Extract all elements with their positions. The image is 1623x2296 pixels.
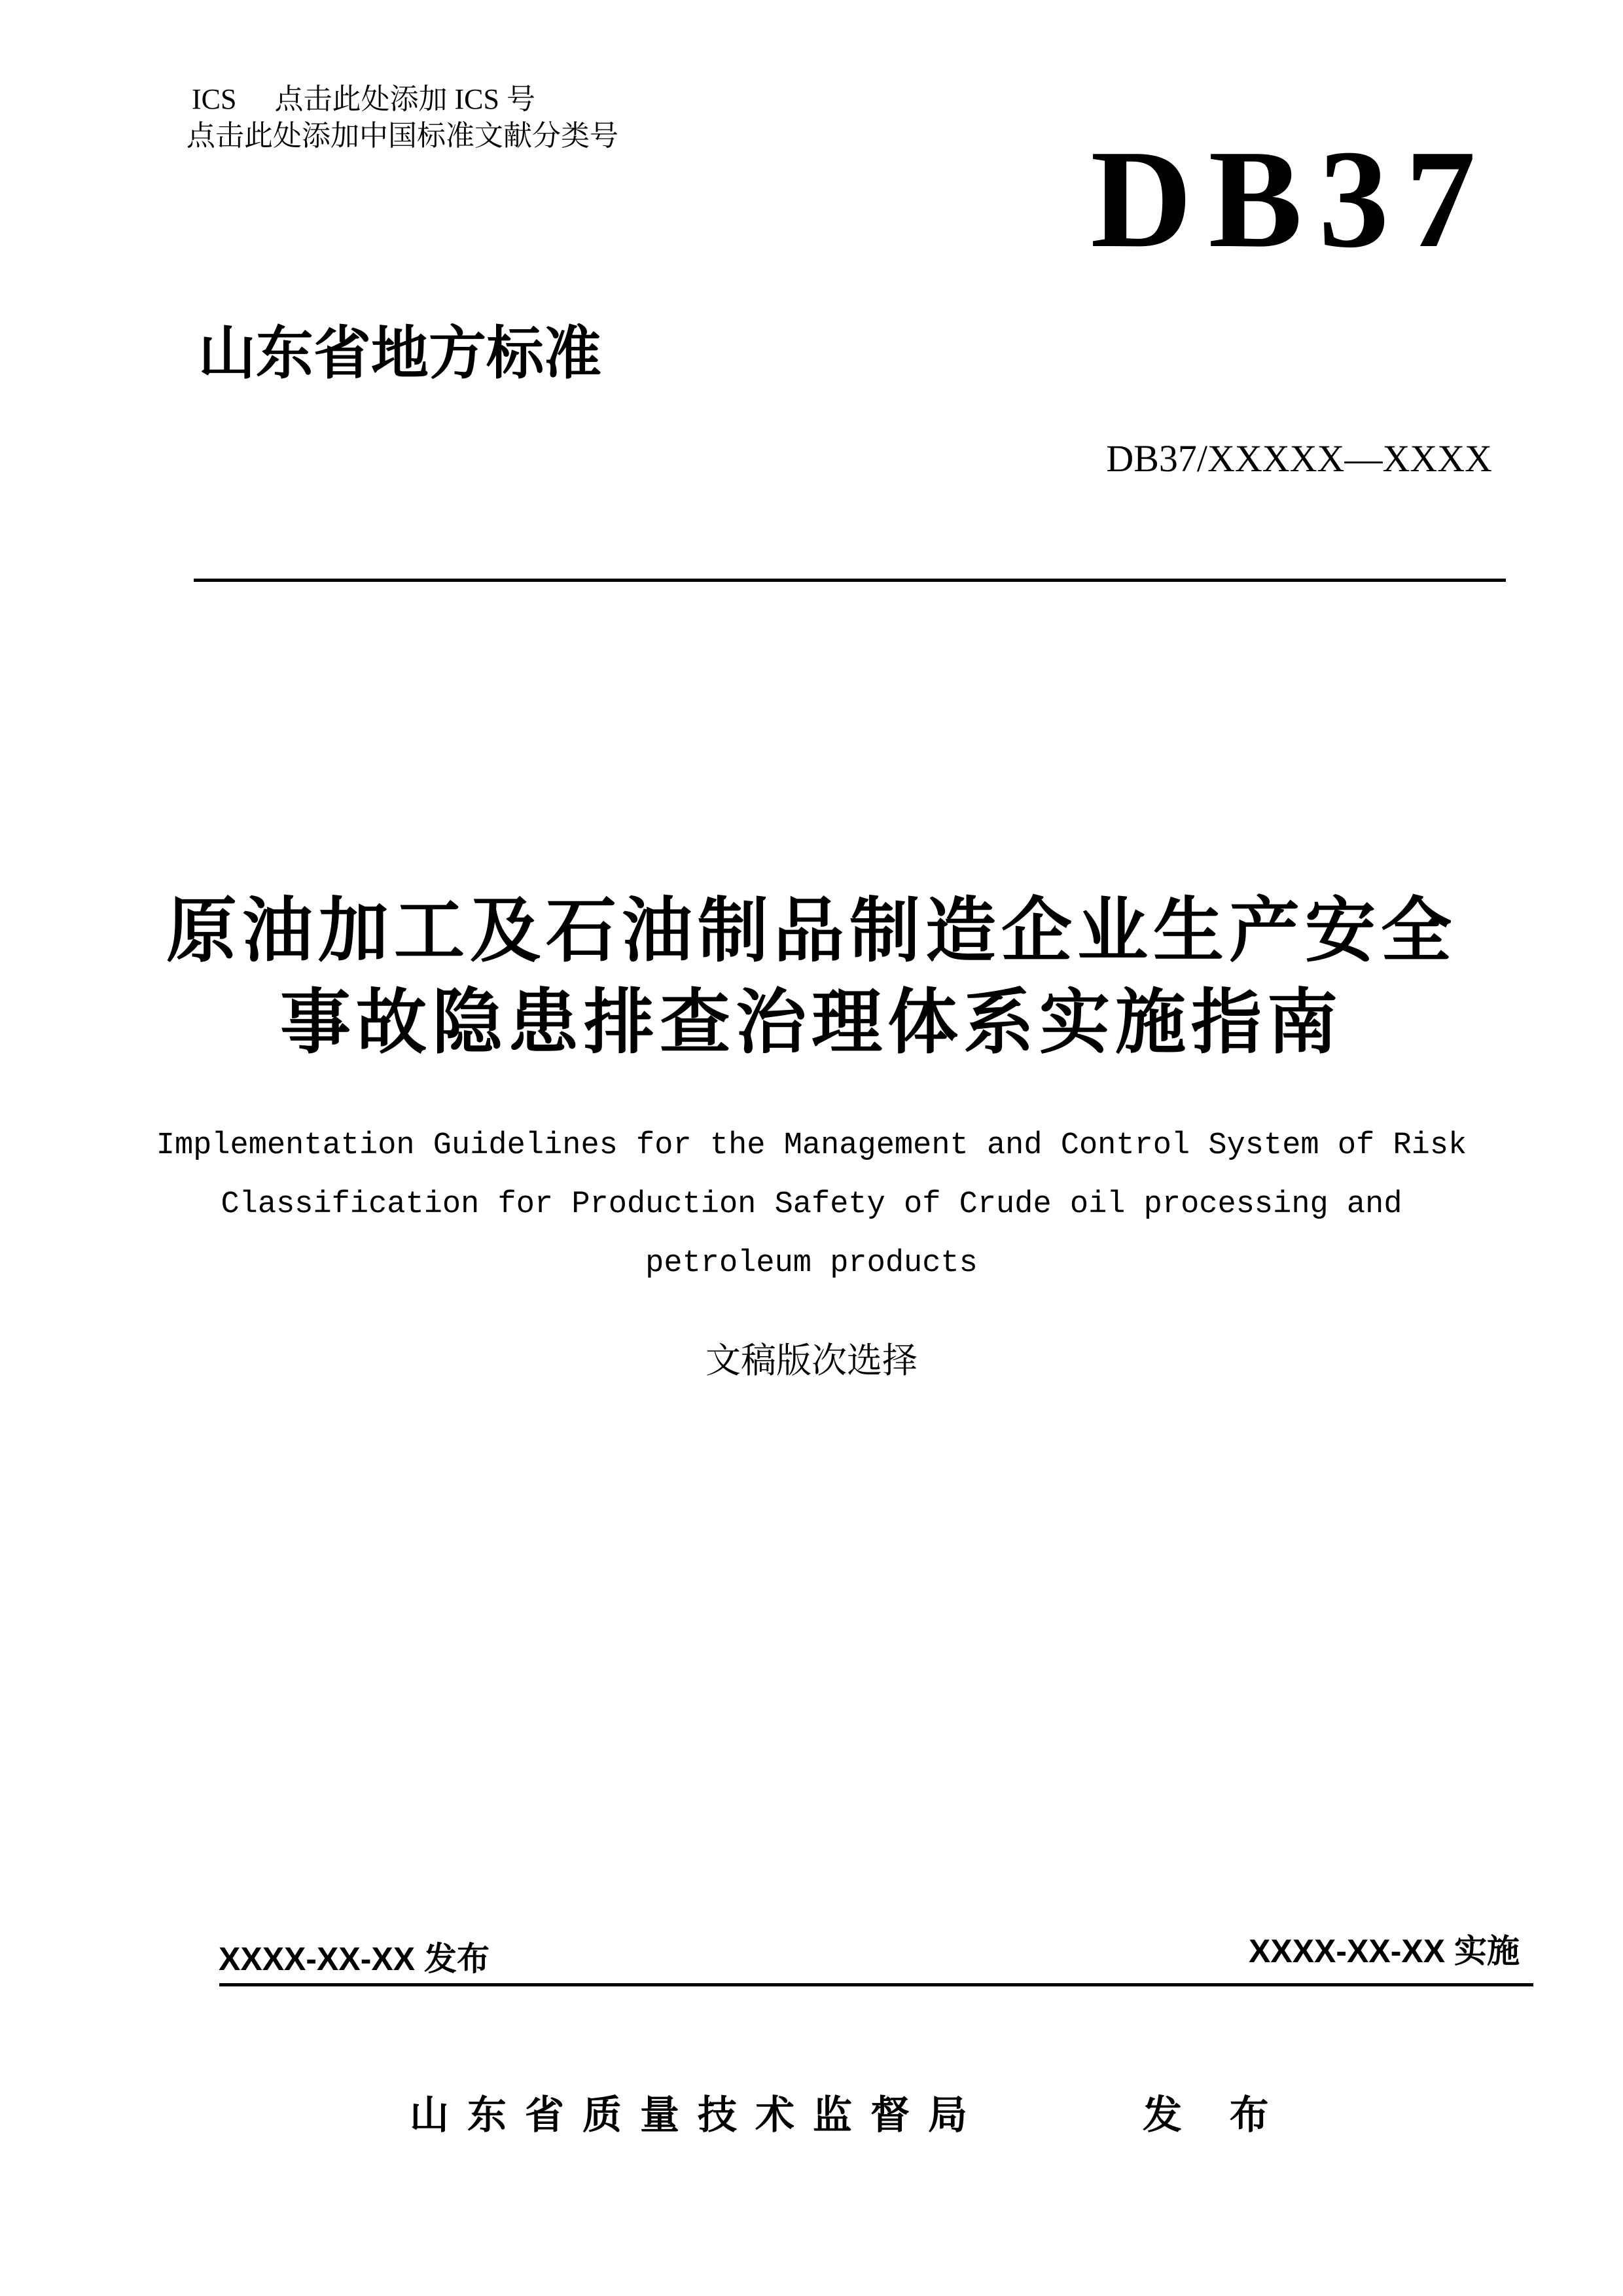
title-english-line1: Implementation Guidelines for the Management and Control System of Risk [156, 1128, 1467, 1163]
title-english-line2: Classification for Production Safety of Crude oil processing and [221, 1187, 1402, 1222]
draft-version-selector[interactable]: 文稿版次选择 [705, 1341, 918, 1380]
footer-rule [219, 1983, 1533, 1986]
publish-label: 发 布 [1143, 2093, 1287, 2137]
title-english [0, 1117, 1623, 1293]
header-rule [194, 579, 1506, 582]
standard-type-heading: 山东省地方标准 [198, 321, 602, 386]
implement-date: XXXX-XX-XX 实施 [1249, 1933, 1520, 1969]
issue-date: XXXX-XX-XX 发布 [219, 1941, 490, 1977]
title-chinese-line2: 事故隐患排查治理体系实施指南 [279, 982, 1343, 1062]
title-english-line3: petroleum products [645, 1246, 978, 1281]
ics-line [192, 85, 535, 114]
title-chinese [0, 885, 1623, 1068]
document-number: DB37/XXXXX—XXXX [1106, 437, 1492, 480]
publisher-name: 山东省质量技术监督局 [410, 2093, 986, 2137]
title-chinese-line1: 原油加工及石油制品制造企业生产安全 [166, 891, 1457, 970]
ccs-number-placeholder[interactable]: 点击此处添加中国标准文献分类号 [187, 120, 618, 152]
ics-number-placeholder[interactable]: 点击此处添加 ICS 号 [274, 83, 535, 115]
db37-logo: DB37 [1090, 120, 1492, 277]
ics-label: ICS [192, 83, 237, 115]
